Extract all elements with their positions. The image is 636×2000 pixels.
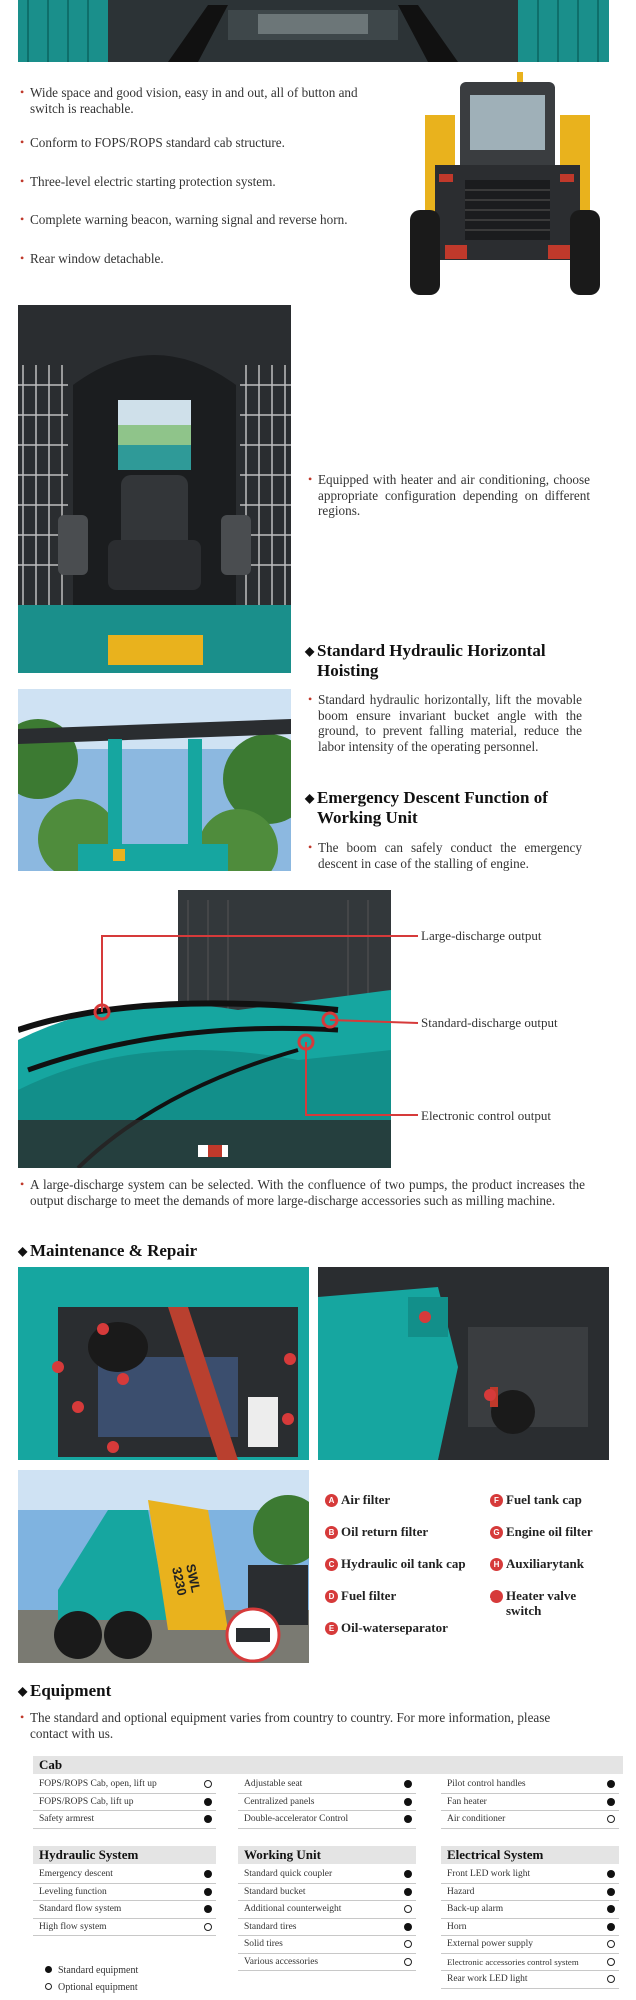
legend-item-fuel-filter: D Fuel filter: [325, 1588, 396, 1603]
table-row: Safety armrest: [33, 1811, 216, 1829]
equipment-marker: [404, 1888, 412, 1896]
standard-equipment-key: Standard equipment: [45, 1965, 138, 1976]
table-row: Standard tires: [238, 1919, 416, 1937]
machine-model: 3230: [169, 1565, 190, 1597]
cab-table-header: Cab: [33, 1756, 623, 1774]
equipment-marker: [404, 1798, 412, 1806]
engine-bay-photo: [18, 1267, 309, 1460]
equipment-marker: [404, 1905, 412, 1913]
discharge-text-list: [20, 1177, 585, 1208]
table-row: Air conditioner: [441, 1811, 619, 1829]
table-row: Adjustable seat: [238, 1776, 416, 1794]
equipment-marker: [204, 1780, 212, 1788]
equipment-marker: [607, 1780, 615, 1788]
hydraulic-table-header: Hydraulic System: [33, 1846, 216, 1864]
equipment-note-list: [20, 1710, 580, 1741]
table-row: Centralized panels: [238, 1794, 416, 1812]
table-row: Electronic accessories control system: [441, 1954, 619, 1972]
table-row: External power supply: [441, 1936, 619, 1954]
electronic-control-output-label: Electronic control output: [421, 1108, 551, 1123]
descent-text-list: [308, 840, 582, 871]
legend-item-auxiliary-tank: H Auxiliarytank: [490, 1556, 584, 1571]
hoisting-text-list: [308, 692, 582, 754]
hydraulic-outputs-photo: [18, 890, 391, 1168]
cab-feature: • Rear window detachable.: [20, 251, 395, 267]
working-table: [238, 1866, 416, 1971]
table-row: Back-up alarm: [441, 1901, 619, 1919]
legend-item-air-filter: A Air filter: [325, 1492, 390, 1507]
legend-item-heater-valve-switch: L Heater valve switch: [486, 1588, 577, 1618]
legend-item-engine-oil-filter: G Engine oil filter: [490, 1524, 593, 1539]
equipment-marker: [404, 1870, 412, 1878]
equipment-marker: [607, 1815, 615, 1823]
equipment-marker: [204, 1905, 212, 1913]
equipment-marker: [607, 1905, 615, 1913]
optional-equipment-key: Optional equipment: [45, 1982, 138, 1993]
fuel-tank-area-photo: [318, 1267, 609, 1460]
equipment-marker: [204, 1888, 212, 1896]
table-row: Double-accelerator Control: [238, 1811, 416, 1829]
cab-table-col-3: [441, 1776, 619, 1829]
cab-feature: • Conform to FOPS/ROPS standard cab structure.: [20, 135, 395, 151]
electrical-table: [441, 1866, 619, 1989]
equipment-note: • The standard and optional equipment varies from country to country. For more information, please contact with us.: [20, 1710, 580, 1741]
table-row: Hazard: [441, 1884, 619, 1902]
equipment-marker: [404, 1923, 412, 1931]
cab-table-col-2: [238, 1776, 416, 1829]
table-row: Standard bucket: [238, 1884, 416, 1902]
rear-view-machine-photo: [405, 70, 605, 300]
equipment-marker: [607, 1940, 615, 1948]
legend-item-hydraulic-oil-tank-cap: C Hydraulic oil tank cap: [325, 1556, 466, 1571]
equipment-marker: [204, 1815, 212, 1823]
equipment-heading: ◆ Equipment: [18, 1681, 112, 1700]
electrical-table-header: Electrical System: [441, 1846, 619, 1864]
boom-lift-photo: [18, 689, 291, 871]
descent-text: • The boom can safely conduct the emergency descent in case of the stalling of engine.: [308, 840, 582, 871]
table-row: Additional counterweight: [238, 1901, 416, 1919]
equipment-marker: [607, 1975, 615, 1983]
machine-brand: SWL: [183, 1562, 204, 1594]
equipment-marker: [607, 1888, 615, 1896]
standard-discharge-output-label: Standard-discharge output: [421, 1015, 558, 1030]
cab-table-col-1: [33, 1776, 216, 1829]
large-discharge-output-label: Large-discharge output: [421, 928, 542, 943]
table-row: Standard flow system: [33, 1901, 216, 1919]
hoisting-heading: ◆ Standard Hydraulic Horizontal Hoisting: [305, 641, 546, 680]
machine-side-photo: [18, 1470, 309, 1663]
table-row: High flow system: [33, 1919, 216, 1937]
cab-feature: • Complete warning beacon, warning signal and reverse horn.: [20, 212, 395, 228]
table-row: Standard quick coupler: [238, 1866, 416, 1884]
equipment-marker: [607, 1958, 615, 1966]
legend-item-oil-water-separator: E Oil-waterseparator: [325, 1620, 448, 1635]
equipment-marker: [404, 1958, 412, 1966]
working-table-header: Working Unit: [238, 1846, 416, 1864]
heater-ac-feature: • Equipped with heater and air conditioning, choose appropriate configuration depending on different regions.: [308, 472, 590, 519]
table-row: FOPS/ROPS Cab, open, lift up: [33, 1776, 216, 1794]
table-row: Front LED work light: [441, 1866, 619, 1884]
equipment-marker: [204, 1798, 212, 1806]
table-row: Emergency descent: [33, 1866, 216, 1884]
equipment-marker: [607, 1870, 615, 1878]
descent-heading: ◆ Emergency Descent Function of Working Unit: [305, 788, 548, 827]
equipment-marker: [607, 1923, 615, 1931]
cab-feature: • Wide space and good vision, easy in and out, all of button and switch is reachable.: [20, 85, 395, 116]
cab-feature-list: [20, 85, 395, 266]
table-row: Various accessories: [238, 1954, 416, 1972]
hoisting-text: • Standard hydraulic horizontally, lift the movable boom ensure invariant bucket angle with the ground, to prevent falling material, reduce the labor intensity of the operating personnel.: [308, 692, 582, 754]
cab-interior-seat-photo: [18, 305, 291, 673]
equipment-marker: [204, 1870, 212, 1878]
hydraulic-table: [33, 1866, 216, 1936]
cab-roof-photo: [18, 0, 609, 62]
cab-feature: • Three-level electric starting protection system.: [20, 174, 395, 190]
table-row: Horn: [441, 1919, 619, 1937]
comfort-feature-list: [308, 472, 590, 519]
equipment-marker: [404, 1780, 412, 1788]
table-row: FOPS/ROPS Cab, lift up: [33, 1794, 216, 1812]
table-row: Pilot control handles: [441, 1776, 619, 1794]
discharge-text: • A large-discharge system can be selected. With the confluence of two pumps, the product increases the output discharge to meet the demands of more large-discharge accessories such as milling machine.: [20, 1177, 585, 1208]
table-row: Solid tires: [238, 1936, 416, 1954]
legend-item-fuel-tank-cap: F Fuel tank cap: [490, 1492, 582, 1507]
equipment-marker: [607, 1798, 615, 1806]
equipment-marker: [404, 1815, 412, 1823]
maintenance-heading: ◆ Maintenance & Repair: [18, 1241, 198, 1260]
equipment-marker: [204, 1923, 212, 1931]
table-row: Leveling function: [33, 1884, 216, 1902]
table-row: Rear work LED light: [441, 1971, 619, 1989]
equipment-marker: [404, 1940, 412, 1948]
legend-item-oil-return-filter: B Oil return filter: [325, 1524, 428, 1539]
table-row: Fan heater: [441, 1794, 619, 1812]
